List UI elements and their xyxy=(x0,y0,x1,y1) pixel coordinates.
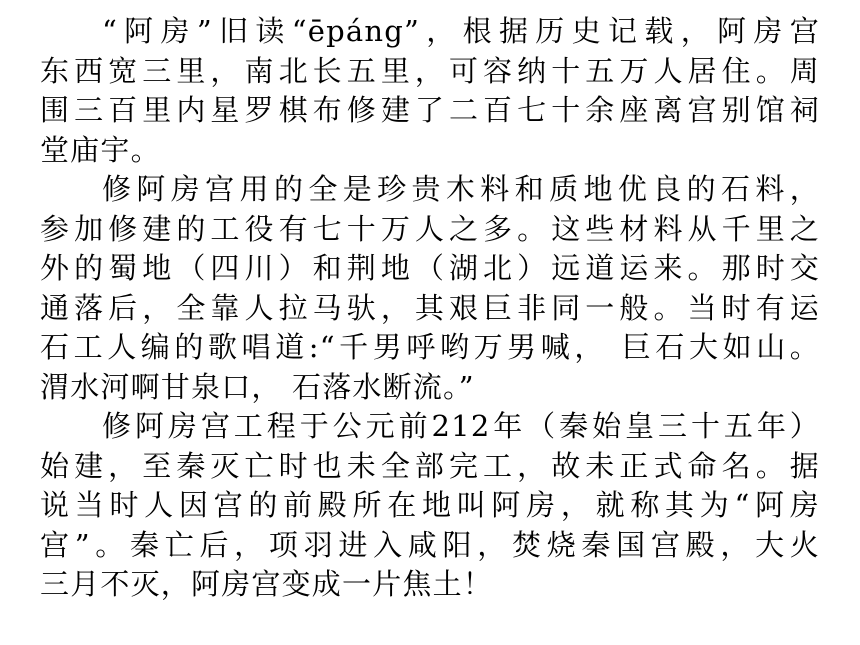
text-line: 东西宽三里，南北长五里，可容纳十五万人居住。周 xyxy=(40,53,820,88)
text-line: 修阿房宫工程于公元前212年（秦始皇三十五年） xyxy=(102,409,820,443)
text-line: 宫”。秦亡后，项羽进入咸阳，焚烧秦国宫殿，大火 xyxy=(40,527,820,562)
text-line: 说当时人因宫的前殿所在地叫阿房，就称其为“阿房 xyxy=(40,488,820,522)
paragraph-3 xyxy=(40,407,820,605)
text-line: 修阿房宫用的全是珍贵木料和质地优良的石料， xyxy=(102,172,820,206)
text-line: 始建，至秦灭亡时也未全部完工，故未正式命名。据 xyxy=(40,448,820,483)
text-line: 通落后，全靠人拉马驮，其艰巨非同一般。当时有运 xyxy=(40,290,820,325)
text-line: 围三百里内星罗棋布修建了二百七十余座离宫别馆祠 xyxy=(40,93,820,127)
paragraph-2 xyxy=(40,170,820,407)
text-line: 渭水河啊甘泉口， 石落水断流。” xyxy=(40,369,475,404)
document-body xyxy=(40,12,820,605)
text-line: 三月不灭，阿房宫变成一片焦土！ xyxy=(40,567,494,601)
paragraph-1 xyxy=(40,12,820,170)
text-line: 堂庙宇。 xyxy=(40,132,161,167)
text-line: 外的蜀地（四川）和荆地（湖北）远道运来。那时交 xyxy=(40,251,820,285)
text-line: “阿房”旧读“ēpáng”，根据历史记载，阿房宫 xyxy=(102,14,820,48)
text-line: 石工人编的歌唱道:“千男呼哟万男喊， 巨石大如山。 xyxy=(40,330,820,364)
text-line: 参加修建的工役有七十万人之多。这些材料从千里之 xyxy=(40,211,820,246)
